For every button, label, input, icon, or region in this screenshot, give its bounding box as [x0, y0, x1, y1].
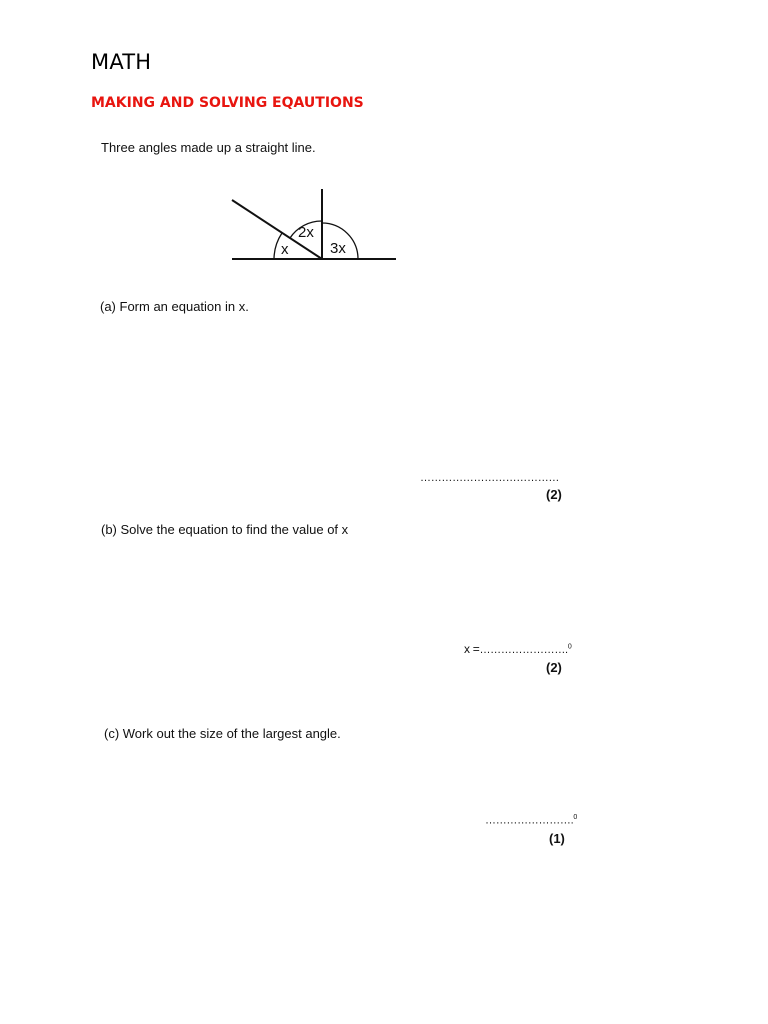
answer-b-degree: 0: [567, 643, 572, 651]
question-b-label: (b) Solve the equation to find the value of x: [101, 522, 349, 537]
question-a-marks: (2): [546, 487, 562, 502]
question-c-answer: [485, 814, 577, 827]
subject-title: MATH: [91, 50, 152, 74]
question-c-marks: (1): [549, 831, 565, 846]
answer-c-line: …………………….: [485, 814, 574, 827]
answer-a-line: …………………………………: [420, 472, 560, 484]
angle-label-x: x: [281, 241, 289, 258]
question-b-answer: [464, 642, 571, 656]
question-c-label: (c) Work out the size of the largest angle.: [104, 726, 341, 741]
worksheet-heading: MAKING AND SOLVING EQAUTIONS: [91, 95, 364, 111]
angle-label-3x: 3x: [330, 240, 346, 257]
answer-b-prefix: x =: [464, 642, 480, 656]
question-a-label: (a) Form an equation in x.: [100, 299, 249, 314]
angles-diagram: [225, 185, 400, 265]
question-stem: Three angles made up a straight line.: [101, 140, 316, 155]
angle-label-2x: 2x: [298, 224, 314, 241]
question-a-answer: [420, 472, 559, 484]
question-b-marks: (2): [546, 660, 562, 675]
answer-c-degree: 0: [573, 814, 577, 821]
answer-b-line: …………………….: [479, 644, 568, 656]
